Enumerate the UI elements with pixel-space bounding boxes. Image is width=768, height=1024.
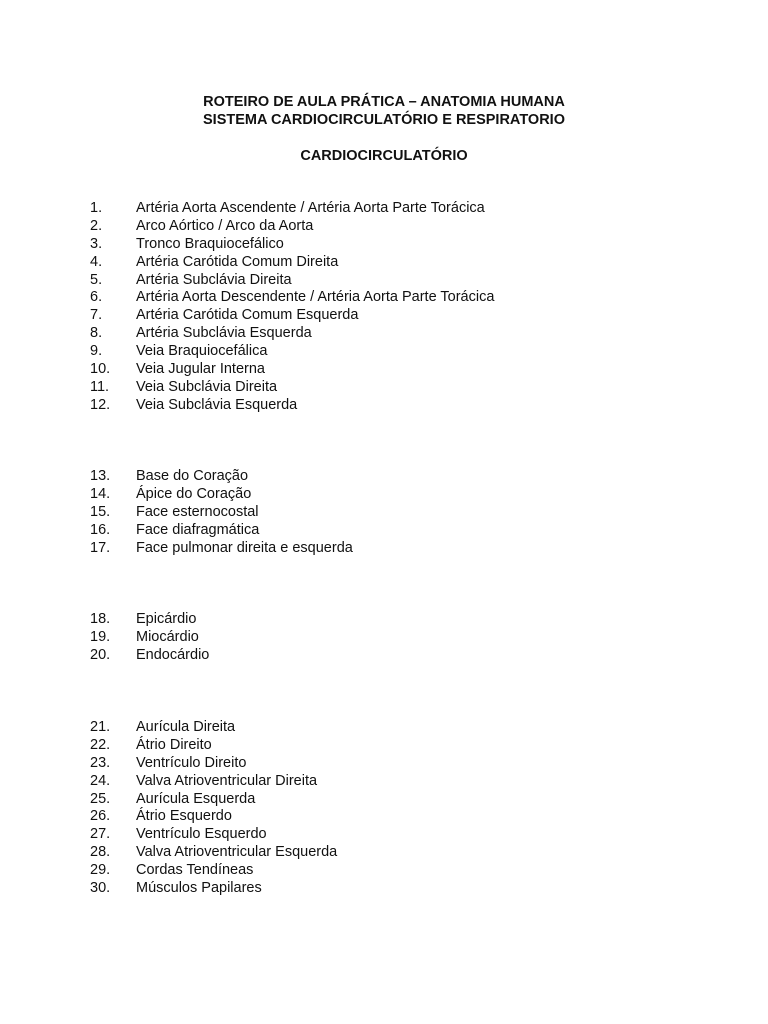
- list-item: [0, 522, 768, 540]
- list-item: [0, 361, 768, 379]
- list-item-number: 27.: [90, 826, 111, 843]
- list-item: [0, 486, 768, 504]
- list-item: [0, 611, 768, 629]
- list-item-label: Ventrículo Esquerdo: [136, 826, 267, 843]
- list-item: [0, 629, 768, 647]
- list-item: [0, 862, 768, 880]
- list-item-number: 8.: [90, 325, 103, 342]
- list-item: [0, 254, 768, 272]
- list-item-number: 9.: [90, 343, 103, 360]
- list-item-label: Cordas Tendíneas: [136, 862, 254, 879]
- list-item: [0, 397, 768, 415]
- list-item-label: Átrio Esquerdo: [136, 808, 232, 825]
- list-item-number: 12.: [90, 396, 111, 413]
- list-item-label: Epicárdio: [136, 611, 197, 627]
- list-item-label: Artéria Subclávia Direita: [136, 271, 292, 288]
- document-subtitle: SISTEMA CARDIOCIRCULATÓRIO E RESPIRATORIO: [203, 112, 565, 128]
- list-item: [0, 307, 768, 325]
- list-group-vessels: [0, 200, 768, 415]
- list-item-number: 28.: [90, 844, 111, 861]
- list-item-label: Ventrículo Direito: [136, 754, 247, 771]
- list-item-number: 20.: [90, 646, 111, 663]
- list-item-label: Ápice do Coração: [136, 485, 252, 502]
- list-item-number: 30.: [90, 880, 111, 897]
- list-item-number: 15.: [90, 503, 111, 520]
- list-item: [0, 379, 768, 397]
- list-item: [0, 200, 768, 218]
- list-item-label: Base do Coração: [136, 468, 249, 484]
- list-item-label: Artéria Aorta Ascendente / Artéria Aorta Parte Torácica: [136, 200, 485, 216]
- list-item-label: Aurícula Direita: [136, 719, 236, 735]
- list-item-label: Arco Aórtico / Arco da Aorta: [136, 217, 314, 234]
- list-item-label: Tronco Braquiocefálico: [136, 235, 284, 252]
- list-item: [0, 826, 768, 844]
- list-item: [0, 272, 768, 290]
- list-item-number: 11.: [90, 378, 110, 395]
- list-item: [0, 218, 768, 236]
- list-item: [0, 468, 768, 486]
- list-item: [0, 236, 768, 254]
- list-item-label: Face diafragmática: [136, 521, 260, 538]
- list-item-number: 13.: [90, 468, 111, 484]
- list-item-label: Valva Atrioventricular Esquerda: [136, 844, 338, 861]
- list-group-heart-surfaces: [0, 468, 768, 557]
- list-item-number: 2.: [90, 217, 103, 234]
- list-item: [0, 647, 768, 665]
- list-item: [0, 325, 768, 343]
- list-item-number: 5.: [90, 271, 103, 288]
- list-item-number: 22.: [90, 736, 111, 753]
- list-item-label: Face pulmonar direita e esquerda: [136, 539, 353, 556]
- list-item: [0, 755, 768, 773]
- list-item-label: Face esternocostal: [136, 503, 259, 520]
- list-item: [0, 540, 768, 558]
- list-item-label: Veia Jugular Interna: [136, 361, 265, 378]
- list-item-label: Artéria Subclávia Esquerda: [136, 325, 312, 342]
- list-item: [0, 504, 768, 522]
- list-group-heart-chambers: [0, 719, 768, 898]
- list-item: [0, 844, 768, 862]
- list-item-label: Veia Subclávia Esquerda: [136, 396, 298, 413]
- list-item-number: 19.: [90, 628, 111, 645]
- list-item-label: Aurícula Esquerda: [136, 790, 256, 807]
- list-item-number: 10.: [90, 361, 111, 378]
- list-item-number: 1.: [90, 200, 103, 216]
- list-item-number: 17.: [90, 539, 111, 556]
- list-item-number: 23.: [90, 754, 111, 771]
- list-item-number: 7.: [90, 307, 103, 324]
- list-item-number: 4.: [90, 253, 103, 270]
- list-item-number: 25.: [90, 790, 111, 807]
- list-item-label: Átrio Direito: [136, 736, 212, 753]
- list-item: [0, 719, 768, 737]
- list-item-number: 26.: [90, 808, 111, 825]
- list-item: [0, 737, 768, 755]
- list-item-label: Artéria Carótida Comum Direita: [136, 253, 339, 270]
- list-item: [0, 343, 768, 361]
- list-group-heart-layers: [0, 611, 768, 665]
- list-item-label: Artéria Carótida Comum Esquerda: [136, 307, 359, 324]
- list-item-label: Artéria Aorta Descendente / Artéria Aorta Parte Torácica: [136, 289, 495, 306]
- list-item-number: 24.: [90, 772, 111, 789]
- list-item-label: Valva Atrioventricular Direita: [136, 772, 318, 789]
- list-item: [0, 773, 768, 791]
- list-item-number: 18.: [90, 611, 111, 627]
- list-item-label: Músculos Papilares: [136, 880, 262, 897]
- list-item-number: 6.: [90, 289, 103, 306]
- list-item-number: 29.: [90, 862, 111, 879]
- list-item: [0, 289, 768, 307]
- list-item-number: 3.: [90, 235, 103, 252]
- list-item-label: Veia Subclávia Direita: [136, 378, 278, 395]
- list-item: [0, 791, 768, 809]
- list-item-number: 21.: [90, 719, 111, 735]
- section-heading: CARDIOCIRCULATÓRIO: [300, 148, 468, 164]
- list-item: [0, 808, 768, 826]
- document-title: ROTEIRO DE AULA PRÁTICA – ANATOMIA HUMANA: [203, 94, 565, 110]
- list-item-label: Veia Braquiocefálica: [136, 343, 268, 360]
- list-item-number: 16.: [90, 521, 111, 538]
- list-item-number: 14.: [90, 485, 111, 502]
- list-item: [0, 880, 768, 898]
- list-item-label: Miocárdio: [136, 628, 199, 645]
- list-item-label: Endocárdio: [136, 646, 210, 663]
